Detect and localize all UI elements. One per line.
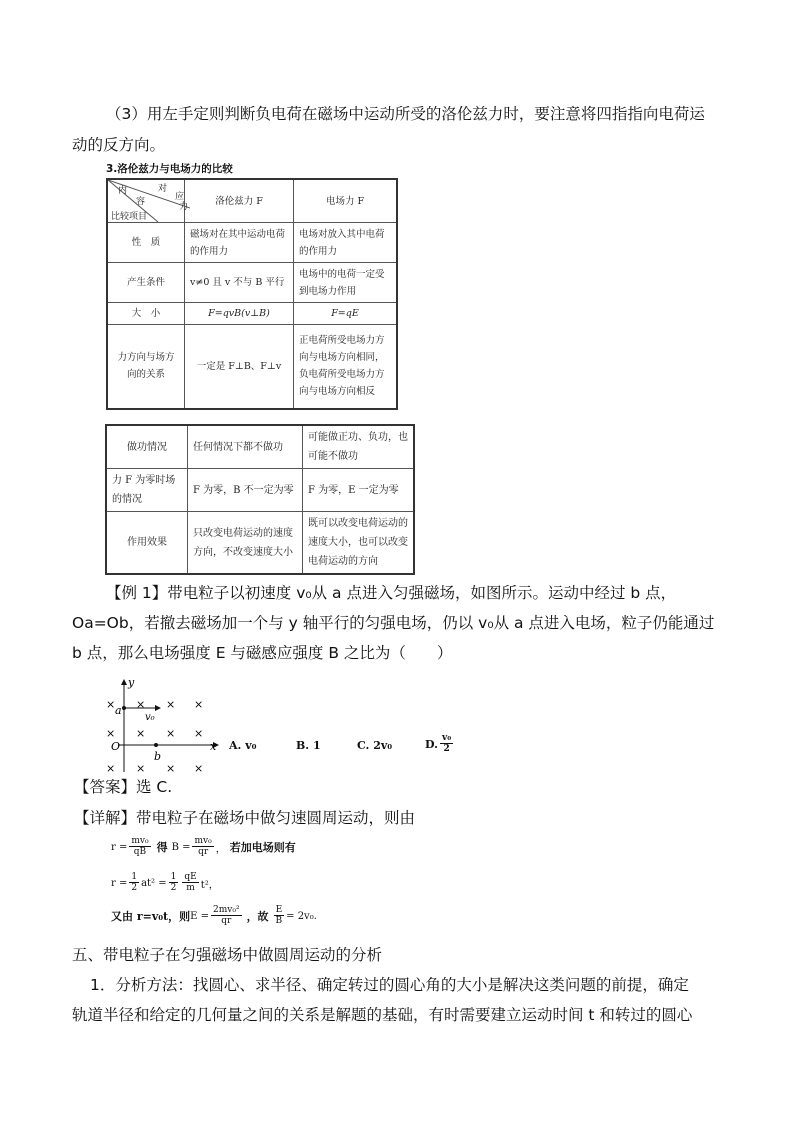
row-label: 大 小 — [107, 303, 185, 325]
origin-label: O — [111, 740, 121, 753]
f-qe-frac: $\frac{qE}{m}$ — [184, 872, 197, 893]
b-label: b — [154, 750, 162, 763]
v0-label: v₀ — [145, 712, 155, 723]
svg-text:×: × — [136, 727, 146, 740]
svg-text:×: × — [106, 727, 116, 740]
f-half-frac-2: $\frac{1}{2}$ — [170, 872, 177, 893]
row-label: 作用效果 — [106, 512, 188, 575]
option-a: A. v₀ — [229, 739, 257, 752]
y-label: y — [128, 676, 135, 689]
f-r-frac: $\frac{\text{mv₀}}{qB}$ — [131, 836, 149, 857]
diag-label-dui: 对 — [158, 184, 168, 194]
cell-lorentz: 任何情况下都不做功 — [188, 425, 303, 469]
f-EB-val: = 2v₀. — [286, 910, 317, 922]
cell-lorentz: v≠0 且 v 不与 B 平行 — [185, 263, 294, 303]
svg-text:×: × — [194, 727, 204, 740]
option-d — [425, 733, 455, 755]
x-label: x — [210, 740, 217, 753]
f-EB-frac: $\frac{E}{B}$ — [275, 905, 283, 926]
diag-label-ying: 应 — [175, 192, 185, 202]
svg-text:×: × — [194, 698, 204, 711]
detail-line: 【详解】带电粒子在磁场中做匀速圆周运动，则由 — [74, 809, 416, 827]
svg-text:×: × — [106, 762, 116, 774]
formula-line-3 — [111, 905, 317, 927]
f-r2: r = — [111, 877, 128, 889]
row-label: 性 质 — [107, 223, 185, 263]
f-t2: t²， — [200, 879, 219, 891]
a-label: a — [115, 704, 122, 717]
svg-text:×: × — [106, 698, 116, 711]
option-d-prefix: D. — [425, 737, 438, 751]
row-label: 力方向与场方向的关系 — [107, 325, 185, 409]
comparison-table-2 — [105, 424, 415, 575]
f-half-frac: $\frac{1}{2}$ — [131, 872, 138, 893]
intro-line-2: 动的反方向。 — [72, 136, 166, 154]
option-d-den: 2 — [443, 744, 450, 754]
cell-electric: 既可以改变电荷运动的速度大小，也可以改变电荷运动的方向 — [303, 512, 415, 575]
cell-lorentz: 一定是 F⊥B、F⊥v — [185, 325, 294, 409]
diag-label-li: 力 — [179, 202, 189, 212]
cell-electric: 可能做正功、负功，也可能不做功 — [303, 425, 415, 469]
svg-text:×: × — [166, 727, 176, 740]
point-a — [122, 706, 126, 710]
diagonal-header-cell — [107, 179, 189, 223]
cell-electric: 电场对放入其中电荷的作用力 — [294, 223, 398, 263]
row-label: 做功情况 — [106, 425, 188, 469]
option-c: C. 2v₀ — [357, 739, 393, 752]
f-so: ，故 — [246, 910, 269, 923]
section-5-heading: 五、带电粒子在匀强磁场中做圆周运动的分析 — [72, 946, 383, 964]
f-comma: ， — [215, 843, 226, 855]
cell-electric: F 为零，E 一定为零 — [303, 469, 415, 512]
row-label: 产生条件 — [107, 263, 185, 303]
svg-text:×: × — [166, 698, 176, 711]
svg-text:×: × — [166, 762, 176, 774]
f-E-frac: $\frac{\text{2mv₀²}}{qr}$ — [213, 905, 240, 926]
example-line-2: Oa=Ob，若撤去磁场加一个与 y 轴平行的匀强电场，仍以 v₀从 a 点进入电场，粒子仍能通过 — [72, 614, 715, 632]
method-line-2: 轨道半径和给定的几何量之间的关系是解题的基础，有时需要建立运动时间 t 和转过的圆心 — [72, 1006, 693, 1024]
cell-electric: F=qE — [294, 303, 398, 325]
svg-text:×: × — [194, 762, 204, 774]
cell-lorentz: 只改变电荷运动的速度方向，不改变速度大小 — [188, 512, 303, 575]
f-B-frac: $\frac{\text{mv₀}}{qr}$ — [194, 836, 212, 857]
svg-text:×: × — [136, 762, 146, 774]
magnetic-field-figure — [100, 674, 225, 774]
comparison-table-1 — [106, 178, 398, 410]
option-d-fraction — [440, 733, 453, 755]
cell-lorentz: F 为零，B 不一定为零 — [188, 469, 303, 512]
method-line-1: 1．分析方法：找圆心、求半径、确定转过的圆心角的大小是解决这类问题的前提，确定 — [90, 976, 689, 994]
intro-line-1: （3）用左手定则判断负电荷在磁场中运动所受的洛伦兹力时，要注意将四指指向电荷运 — [106, 105, 705, 123]
example-line-1: 【例 1】带电粒子以初速度 v₀从 a 点进入匀强磁场，如图所示。运动中经过 b 点， — [106, 584, 677, 602]
row-label: 力 F 为零时场的情况 — [106, 469, 188, 512]
option-b: B. 1 — [296, 739, 321, 752]
cell-lorentz: F=qvB(v⊥B) — [185, 303, 294, 325]
option-d-num: v₀ — [441, 733, 452, 743]
diag-label-compare: 比较项目 — [111, 212, 148, 222]
col-header-electric: 电场力 F — [294, 179, 398, 223]
cell-electric: 电场中的电荷一定受到电场力作用 — [294, 263, 398, 303]
f-again: 又由 r=v₀t，则 — [111, 910, 191, 923]
svg-text:×: × — [136, 698, 146, 711]
example-line-3: b 点，那么电场强度 E 与磁感应强度 B 之比为（ ） — [72, 644, 453, 662]
diag-label-rong: 容 — [136, 197, 146, 207]
f-r: r = — [111, 841, 128, 853]
f-B: B = — [171, 841, 191, 853]
cell-electric: 正电荷所受电场力方向与电场方向相同，负电荷所受电场力方向与电场方向相反 — [294, 325, 398, 409]
table-title: 3.洛伦兹力与电场力的比较 — [106, 163, 233, 175]
point-b — [154, 743, 158, 747]
f-add-e: 若加电场则有 — [229, 841, 296, 854]
f-at2: at² = — [141, 877, 167, 889]
answer-line: 【答案】选 C. — [74, 778, 173, 796]
f-E: E = — [190, 910, 209, 922]
cell-lorentz: 磁场对在其中运动电荷的作用力 — [185, 223, 294, 263]
diag-label-nei: 内 — [118, 186, 128, 196]
formula-line-2 — [111, 872, 219, 894]
formula-line-1 — [111, 836, 296, 858]
col-header-lorentz: 洛伦兹力 F — [185, 179, 294, 223]
f-get: 得 — [156, 841, 168, 854]
